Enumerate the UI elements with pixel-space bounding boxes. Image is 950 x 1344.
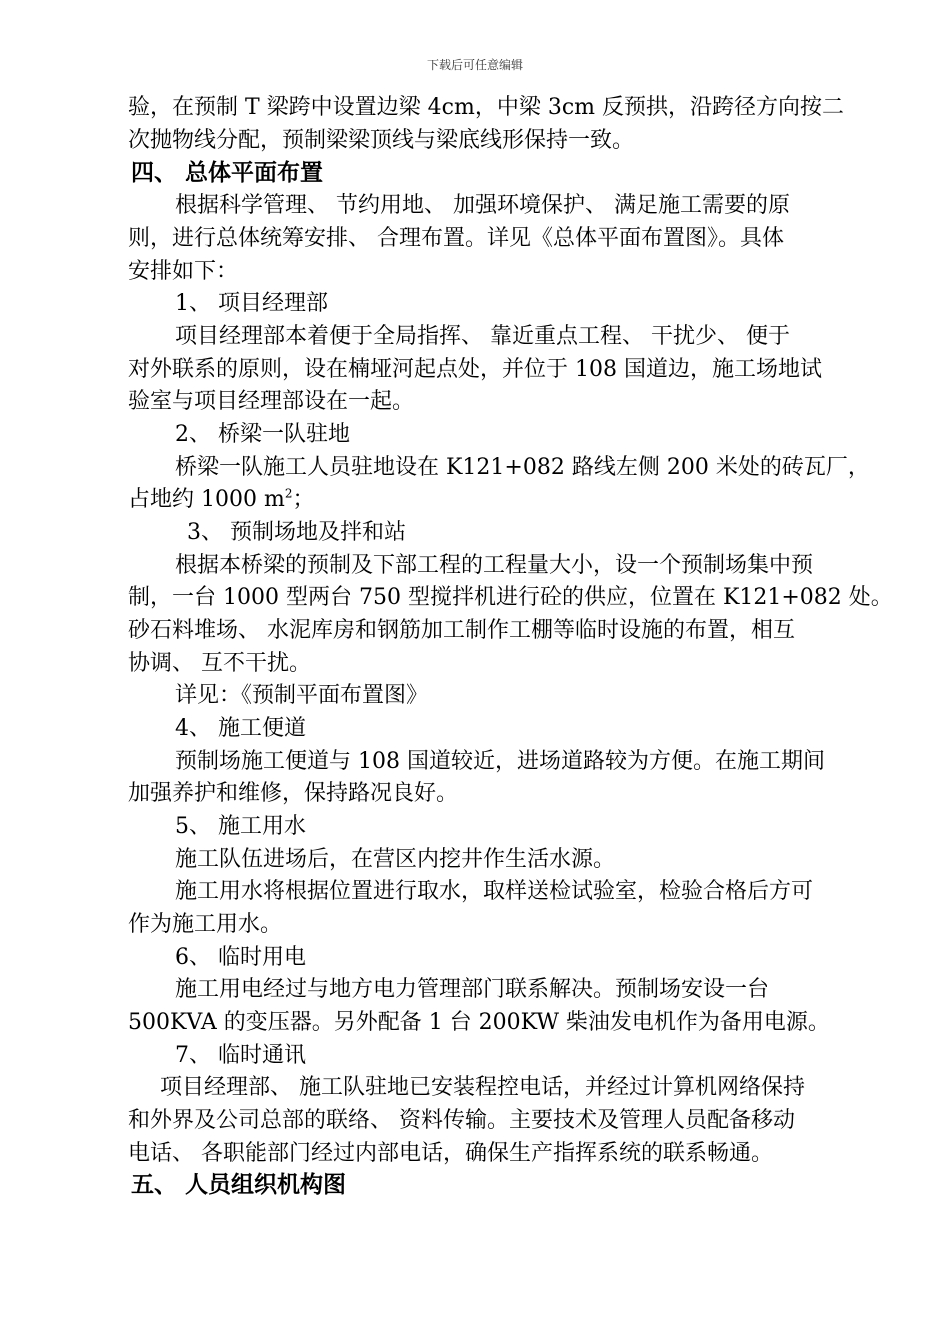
paragraph-line: 500KVA 的变压器。另外配备 1 台 200KW 柴油发电机作为备用电源。 xyxy=(128,1010,830,1035)
paragraph-line: 预制场施工便道与 108 国道较近，进场道路较为方便。在施工期间 xyxy=(175,749,825,774)
paragraph-line: 项目经理部、 施工队驻地已安装程控电话，并经过计算机网络保持 xyxy=(160,1075,805,1100)
subsection-heading: 1、 项目经理部 xyxy=(175,291,328,316)
paragraph-line: 砂石料堆场、 水泥库房和钢筋加工制作工棚等临时设施的布置，相互 xyxy=(128,618,795,643)
semicolon: ； xyxy=(292,487,315,512)
paragraph-line: 施工队伍进场后，在营区内挖井作生活水源。 xyxy=(175,847,616,872)
paragraph-line: 验，在预制 T 梁跨中设置边梁 4cm，中梁 3cm 反预拱，沿跨径方向按二 xyxy=(128,95,845,120)
subsection-heading: 2、 桥梁一队驻地 xyxy=(175,422,350,447)
paragraph-line: 次抛物线分配，预制梁梁顶线与梁底线形保持一致。 xyxy=(128,128,635,153)
paragraph-line xyxy=(128,484,315,516)
paragraph-line: 详见：《预制平面布置图》 xyxy=(175,683,429,708)
paragraph-line: 安排如下： xyxy=(128,259,239,284)
subsection-heading: 4、 施工便道 xyxy=(175,716,306,741)
paragraph-line: 项目经理部本着便于全局指挥、 靠近重点工程、 干扰少、 便于 xyxy=(175,324,790,349)
subsection-heading: 7、 临时通讯 xyxy=(175,1043,306,1068)
page-header: 下载后可任意编辑 xyxy=(426,58,523,72)
paragraph-line: 制，一台 1000 型两台 750 型搅拌机进行砼的供应，位置在 K121+082 处。 xyxy=(128,585,893,610)
subsection-heading: 6、 临时用电 xyxy=(175,945,306,970)
paragraph-line: 验室与项目经理部设在一起。 xyxy=(128,389,415,414)
paragraph-line: 根据本桥梁的预制及下部工程的工程量大小，设一个预制场集中预 xyxy=(175,553,814,578)
paragraph-line: 协调、 互不干扰。 xyxy=(128,651,311,676)
paragraph-line: 根据科学管理、 节约用地、 加强环境保护、 满足施工需要的原 xyxy=(175,193,790,218)
subsection-heading: 3、 预制场地及拌和站 xyxy=(187,520,406,545)
section-heading-5: 五、 人员组织机构图 xyxy=(131,1172,347,1198)
paragraph-line: 施工用电经过与地方电力管理部门联系解决。预制场安设一台 xyxy=(175,977,770,1002)
paragraph-line: 加强养护和维修，保持路况良好。 xyxy=(128,781,459,806)
paragraph-line: 电话、 各职能部门经过内部电话，确保生产指挥系统的联系畅通。 xyxy=(128,1141,773,1166)
area-text: 占地约 1000 m xyxy=(128,487,285,512)
paragraph-line: 和外界及公司总部的联络、 资料传输。主要技术及管理人员配备移动 xyxy=(128,1108,795,1133)
subsection-heading: 5、 施工用水 xyxy=(175,814,306,839)
paragraph-line: 桥梁一队施工人员驻地设在 K121+082 路线左侧 200 米处的砖瓦厂， xyxy=(175,455,870,480)
section-heading-4: 四、 总体平面布置 xyxy=(131,160,324,186)
paragraph-line: 则，进行总体统筹安排、 合理布置。详见《总体平面布置图》。具体 xyxy=(128,226,784,251)
paragraph-line: 作为施工用水。 xyxy=(128,912,283,937)
paragraph-line: 施工用水将根据位置进行取水，取样送检试验室，检验合格后方可 xyxy=(175,879,814,904)
paragraph-line: 对外联系的原则，设在楠垭河起点处，并位于 108 国道边，施工场地试 xyxy=(128,357,822,382)
superscript: 2 xyxy=(284,486,293,501)
